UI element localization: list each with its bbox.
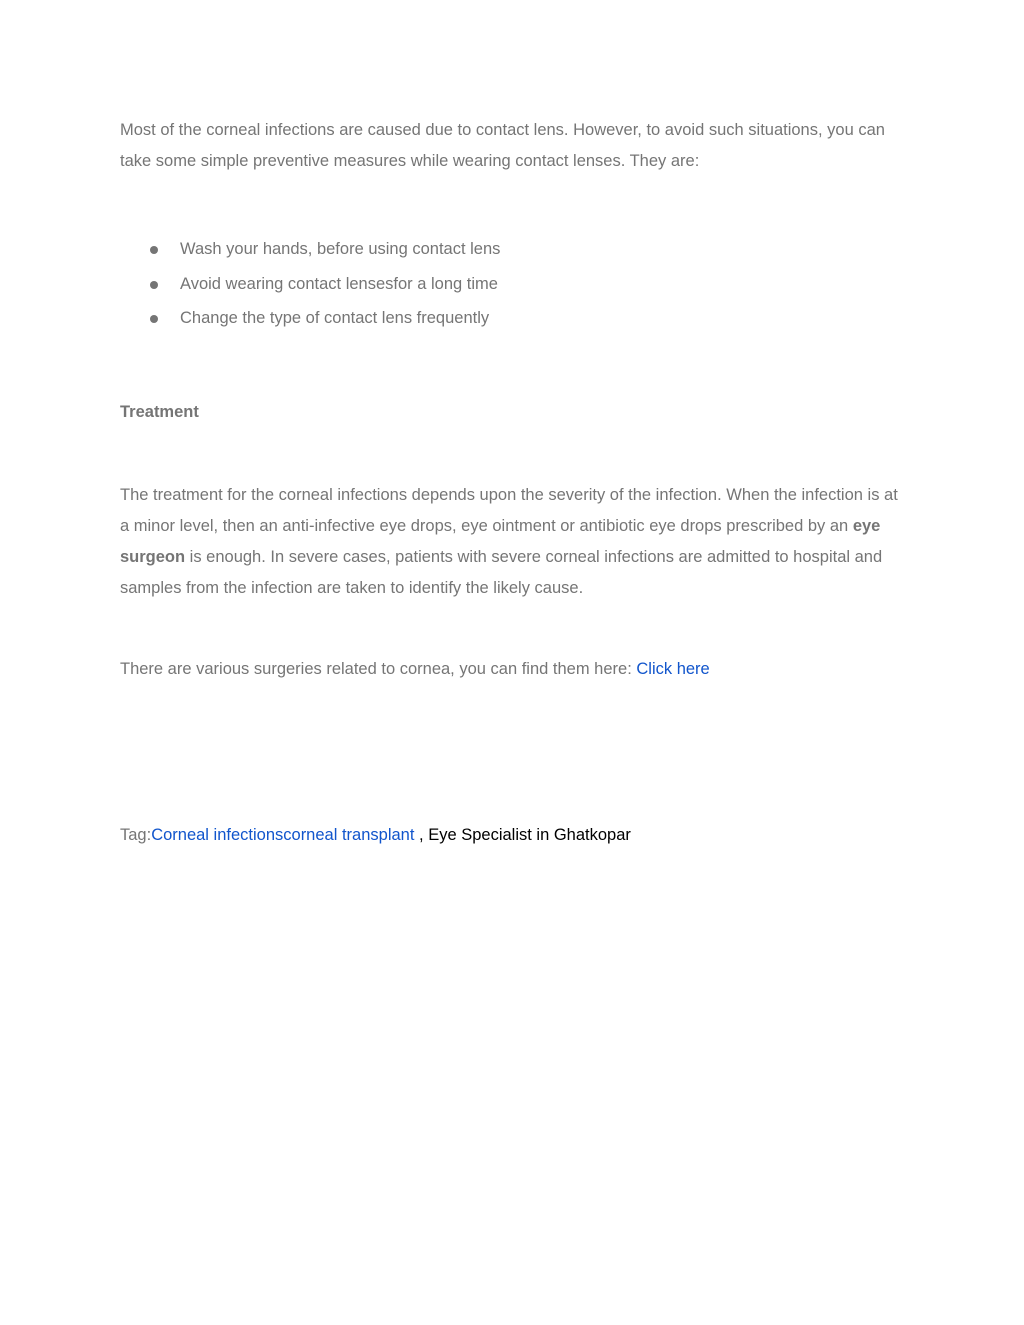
treatment-text-part2: is enough. In severe cases, patients with severe corneal infections are admitted to hospital and samples from the infection are taken to identify the likely cause. <box>120 548 883 597</box>
list-item-label: Wash your hands, before using contact lens <box>180 240 501 258</box>
eye-surgeon-bold-text: eye surgeon <box>120 517 881 566</box>
treatment-paragraph <box>120 480 910 604</box>
list-item <box>120 269 500 304</box>
bullet-icon <box>150 246 158 254</box>
tags-line <box>120 820 631 851</box>
preventive-measures-list <box>120 234 500 338</box>
tag-link-eye-specialist[interactable]: Eye Specialist in Ghatkopar <box>428 826 631 844</box>
tag-link-corneal-transplant[interactable]: corneal transplant <box>283 826 415 844</box>
treatment-text-part1: The treatment for the corneal infections depends upon the severity of the infection. When the infection is at a minor level, then an anti-infective eye drops, eye ointment or antibiotic eye drops prescribed by an <box>120 486 898 535</box>
tag-separator: , <box>414 826 429 844</box>
list-item <box>120 234 500 269</box>
tag-link-corneal-infections[interactable]: Corneal infections <box>151 826 284 844</box>
surgeries-text: There are various surgeries related to cornea, you can find them here: <box>120 660 637 678</box>
list-item <box>120 303 500 338</box>
list-item-label: Avoid wearing contact lensesfor a long time <box>180 274 498 293</box>
bullet-icon <box>150 315 158 323</box>
list-item-label: Change the type of contact lens frequently <box>180 309 490 327</box>
click-here-link[interactable]: Click here <box>636 660 710 678</box>
bullet-icon <box>150 281 158 289</box>
intro-paragraph: Most of the corneal infections are caused due to contact lens. However, to avoid such situations, you can take some simple preventive measures while wearing contact lenses. They are: <box>120 121 885 170</box>
tag-prefix: Tag: <box>120 826 152 844</box>
treatment-heading: Treatment <box>120 403 199 421</box>
surgeries-paragraph <box>120 654 910 685</box>
